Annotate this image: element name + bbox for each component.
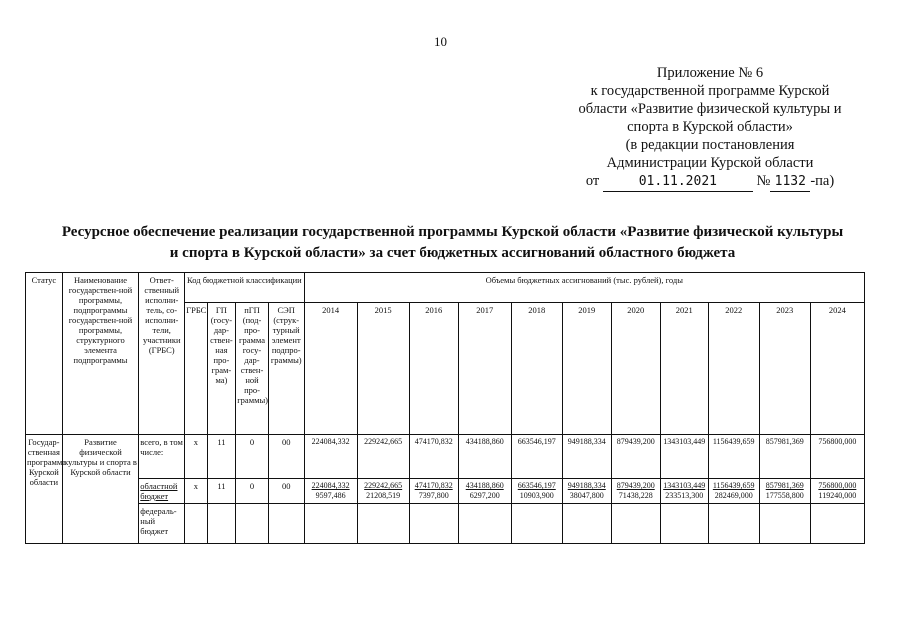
value-cell: 949188,334 [562, 435, 611, 479]
empty-cell [207, 504, 236, 544]
table-row [26, 479, 865, 504]
value-line: 233513,300 [665, 491, 704, 500]
header-status: Статус [26, 273, 63, 435]
header-year: 2014 [304, 303, 357, 435]
header-code-group: Код бюджетной классификации [185, 273, 304, 303]
appendix-line: Администрации Курской области [606, 155, 814, 171]
value-cell [357, 479, 409, 504]
value-line: 857981,369 [765, 481, 804, 490]
header-code-gp: ГП (госу-дар-ствен-ная про-грам-ма) [207, 303, 236, 435]
value-line: 71438,228 [618, 491, 653, 500]
code-cell: 0 [236, 435, 269, 479]
value-cell [660, 479, 708, 504]
value-line: 224084,332 [311, 481, 350, 490]
value-cell: 229242,665 [357, 435, 409, 479]
value-cell [511, 479, 562, 504]
value-line: 663546,197 [517, 481, 556, 490]
empty-cell [810, 504, 864, 544]
number-suffix: -па) [810, 173, 835, 189]
empty-cell [708, 504, 759, 544]
value-cell: 434188,860 [458, 435, 511, 479]
value-line: 38047,800 [569, 491, 604, 500]
header-year: 2021 [660, 303, 708, 435]
value-cell: 663546,197 [511, 435, 562, 479]
date-prefix: от [585, 173, 600, 189]
appendix-line: Приложение № 6 [656, 65, 764, 81]
appendix-line: к государственной программе Курской [590, 83, 830, 99]
value-line: 1343103,449 [663, 481, 706, 490]
code-cell: х [185, 435, 207, 479]
empty-cell [759, 504, 810, 544]
header-year: 2022 [708, 303, 759, 435]
value-cell: 756800,000 [810, 435, 864, 479]
value-line: 10903,900 [519, 491, 554, 500]
value-line: 9597,486 [315, 491, 346, 500]
value-line: 177558,800 [765, 491, 804, 500]
budget-table [25, 272, 865, 544]
empty-cell [357, 504, 409, 544]
page-number: 10 [434, 34, 447, 49]
executor-cell: областной бюджет [139, 479, 185, 504]
number-prefix: № [756, 173, 771, 189]
decree-date-line [540, 172, 880, 192]
empty-cell [458, 504, 511, 544]
document-title: Ресурсное обеспечение реализации государственной программы Курской области «Развитие физической культуры и спорта в Курской области» за счет бюджетных ассигнований областного бюджета [61, 224, 844, 261]
value-line: 474170,832 [414, 481, 453, 490]
code-cell: 11 [207, 479, 236, 504]
empty-cell [511, 504, 562, 544]
table-row [26, 504, 865, 544]
empty-cell [236, 504, 269, 544]
value-line: 879439,200 [616, 481, 655, 490]
header-row [26, 273, 865, 303]
header-code-grbs: ГРБС [185, 303, 207, 435]
value-line: 7397,800 [418, 491, 449, 500]
appendix-line: спорта в Курской области» [627, 119, 793, 135]
code-cell: 11 [207, 435, 236, 479]
empty-cell [409, 504, 458, 544]
header-year: 2018 [511, 303, 562, 435]
empty-cell [562, 504, 611, 544]
decree-number: 1132 [770, 173, 810, 192]
value-cell: 1156439,659 [708, 435, 759, 479]
header-year: 2023 [759, 303, 810, 435]
value-line: 434188,860 [465, 481, 504, 490]
header-year: 2020 [611, 303, 660, 435]
value-cell [759, 479, 810, 504]
header-volumes-group: Объемы бюджетных ассигнований (тыс. рублей), годы [304, 273, 864, 303]
header-name: Наименование государствен-ной программы, подпрограммы государствен-ной программы, структурного элемента подпрограммы [62, 273, 139, 435]
value-cell [409, 479, 458, 504]
value-line: 229242,665 [364, 481, 403, 490]
value-cell [304, 479, 357, 504]
value-line: 756800,000 [818, 481, 857, 490]
program-name-cell: Развитие физической культуры и спорта в Курской области [62, 435, 139, 544]
header-year: 2015 [357, 303, 409, 435]
value-cell: 224084,332 [304, 435, 357, 479]
value-cell: 1343103,449 [660, 435, 708, 479]
value-cell: 879439,200 [611, 435, 660, 479]
value-cell: 474170,832 [409, 435, 458, 479]
value-cell [458, 479, 511, 504]
value-line: 6297,200 [469, 491, 500, 500]
empty-cell [185, 504, 207, 544]
header-year: 2017 [458, 303, 511, 435]
code-cell: 00 [268, 479, 304, 504]
empty-cell [268, 504, 304, 544]
executor-cell: федераль-ный бюджет [139, 504, 185, 544]
status-cell: Государ-ственная программа Курской области [26, 435, 63, 544]
code-cell: 00 [268, 435, 304, 479]
value-line: 282469,000 [714, 491, 753, 500]
code-cell: х [185, 479, 207, 504]
header-year: 2024 [810, 303, 864, 435]
value-cell [708, 479, 759, 504]
appendix-line: (в редакции постановления [625, 137, 795, 153]
header-code-pgp: пГП (под-про-грамма госу-дар-ствен-ной про-граммы) [236, 303, 269, 435]
code-cell: 0 [236, 479, 269, 504]
appendix-block [540, 64, 880, 192]
executor-cell: всего, в том числе: [139, 435, 185, 479]
header-executor: Ответ-ственный исполни-тель, со-исполни-тели, участники (ГРБС) [139, 273, 185, 435]
value-cell [810, 479, 864, 504]
decree-date: 01.11.2021 [603, 173, 753, 192]
empty-cell [611, 504, 660, 544]
appendix-line: области «Развитие физической культуры и [578, 101, 842, 117]
value-line: 119240,000 [818, 491, 857, 500]
value-cell [611, 479, 660, 504]
value-cell [562, 479, 611, 504]
value-line: 1156439,659 [712, 481, 755, 490]
value-line: 21208,519 [366, 491, 401, 500]
header-year: 2019 [562, 303, 611, 435]
empty-cell [660, 504, 708, 544]
header-year: 2016 [409, 303, 458, 435]
value-line: 949188,334 [567, 481, 606, 490]
header-code-sep: СЭП (струк-турный элемент подпро-граммы) [268, 303, 304, 435]
table-row [26, 435, 865, 479]
empty-cell [304, 504, 357, 544]
value-cell: 857981,369 [759, 435, 810, 479]
